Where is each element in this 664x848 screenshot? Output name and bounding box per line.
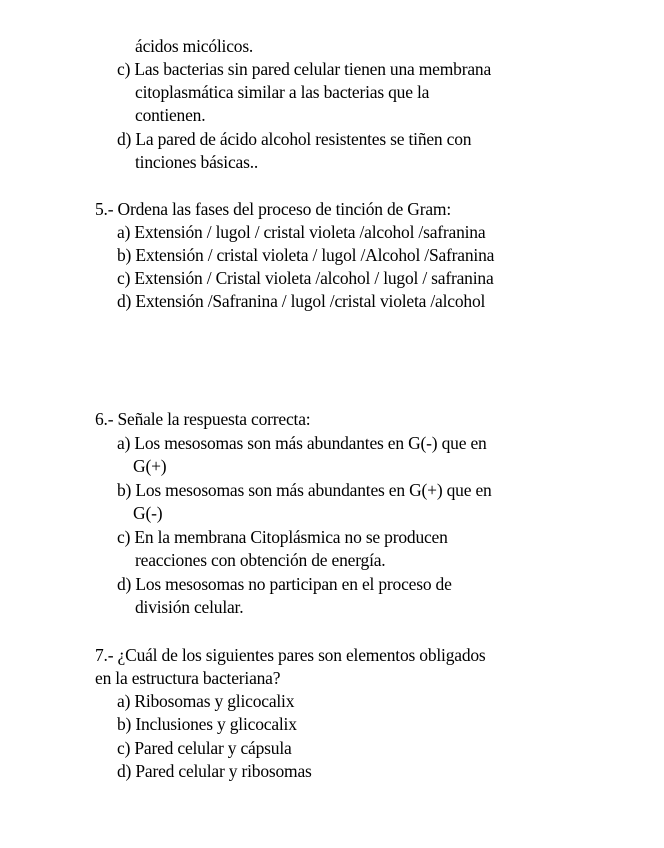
q6-option-a-line2: G(+) bbox=[133, 456, 167, 476]
q7-option-d: d) Pared celular y ribosomas bbox=[117, 761, 312, 781]
q6-option-b: b) Los mesosomas son más abundantes en G(+) que en bbox=[117, 480, 492, 500]
q6-option-d-line2: división celular. bbox=[135, 597, 244, 617]
q4-option-b-continuation: ácidos micólicos. bbox=[135, 36, 254, 56]
q4-option-d: d) La pared de ácido alcohol resistentes se tiñen con bbox=[117, 129, 472, 149]
q7-option-a: a) Ribosomas y glicocalix bbox=[117, 691, 295, 711]
q7-title-line2: en la estructura bacteriana? bbox=[95, 668, 281, 688]
q4-option-c: c) Las bacterias sin pared celular tienen una membrana bbox=[117, 59, 492, 79]
q6-option-b-line2: G(-) bbox=[133, 503, 163, 523]
q6-option-c-line2: reacciones con obtención de energía. bbox=[135, 550, 386, 570]
q4-option-d-line2: tinciones básicas.. bbox=[135, 152, 259, 172]
q5-option-d: d) Extensión /Safranina / lugol /cristal violeta /alcohol bbox=[117, 291, 486, 311]
q5-title: 5.- Ordena las fases del proceso de tinción de Gram: bbox=[95, 199, 451, 219]
q6-option-c: c) En la membrana Citoplásmica no se producen bbox=[117, 527, 448, 547]
q4-option-c-line3: contienen. bbox=[135, 105, 206, 125]
q5-option-c: c) Extensión / Cristal violeta /alcohol / lugol / safranina bbox=[117, 268, 494, 288]
q5-option-a: a) Extensión / lugol / cristal violeta /alcohol /safranina bbox=[117, 222, 486, 242]
q6-option-a: a) Los mesosomas son más abundantes en G(-) que en bbox=[117, 433, 487, 453]
q4-option-c-line2: citoplasmática similar a las bacterias que la bbox=[135, 82, 430, 102]
q6-option-d: d) Los mesosomas no participan en el proceso de bbox=[117, 574, 452, 594]
q6-title: 6.- Señale la respuesta correcta: bbox=[95, 409, 311, 429]
q7-option-c: c) Pared celular y cápsula bbox=[117, 738, 292, 758]
q7-option-b: b) Inclusiones y glicocalix bbox=[117, 714, 297, 734]
q7-title: 7.- ¿Cuál de los siguientes pares son elementos obligados bbox=[95, 645, 486, 665]
q5-option-b: b) Extensión / cristal violeta / lugol /Alcohol /Safranina bbox=[117, 245, 495, 265]
